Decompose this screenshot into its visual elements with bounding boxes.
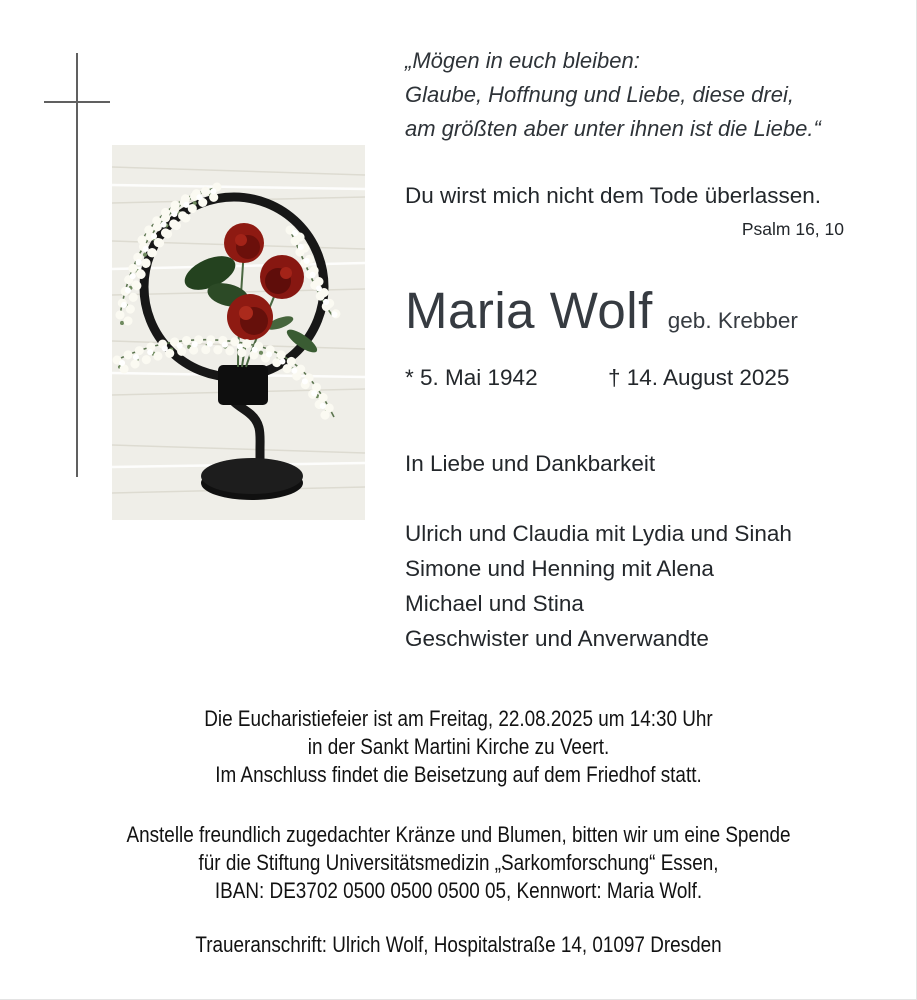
cross-vertical-bar [76,53,78,477]
cross-horizontal-bar [44,101,110,103]
donation-line: für die Stiftung Universitätsmedizin „Sarkomforschung“ Essen, [198,850,719,875]
memorial-photo [112,145,365,520]
mourner-line: Simone und Henning mit Alena [405,556,714,581]
mourner-line: Geschwister und Anverwandte [405,626,709,651]
maiden-name: geb. Krebber [667,308,798,333]
scripture-reference: Psalm 16, 10 [741,219,844,239]
death-date: † 14. August 2025 [608,365,790,390]
donation-line: IBAN: DE3702 0500 0500 0500 05, Kennwort: Maria Wolf. [214,878,703,903]
service-line: Im Anschluss findet die Beisetzung auf dem Friedhof statt. [215,762,702,787]
service-line: Die Eucharistiefeier ist am Freitag, 22.08.2025 um 14:30 Uhr [204,706,713,731]
text-column [405,0,852,680]
service-line: in der Sankt Martini Kirche zu Veert. [307,734,610,759]
birth-date: * 5. Mai 1942 [405,365,538,390]
quote-line: Glaube, Hoffnung und Liebe, diese drei, [405,82,794,107]
deceased-name-row [405,282,798,340]
donation-details [0,821,917,905]
address-line: Traueranschrift: Ulrich Wolf, Hospitalstraße 14, 01097 Dresden [195,932,722,957]
life-dates [405,365,790,391]
farewell-intro: In Liebe und Dankbarkeit [405,451,656,476]
donation-line: Anstelle freundlich zugedachter Kränze und Blumen, bitten wir um eine Spende [126,822,791,847]
flower-arrangement-illustration [112,145,365,520]
service-details [0,705,917,789]
mourning-address [0,931,917,959]
scripture-line: Du wirst mich nicht dem Tode überlassen. [405,183,822,208]
opening-quote [405,44,821,146]
quote-line: „Mögen in euch bleiben: [405,48,640,73]
mourner-line: Michael und Stina [405,591,584,616]
deceased-name: Maria Wolf [405,282,653,339]
quote-line: am größten aber unter ihnen ist die Liebe.“ [405,116,821,141]
mourners-list [405,516,792,656]
mourner-line: Ulrich und Claudia mit Lydia und Sinah [405,521,792,546]
